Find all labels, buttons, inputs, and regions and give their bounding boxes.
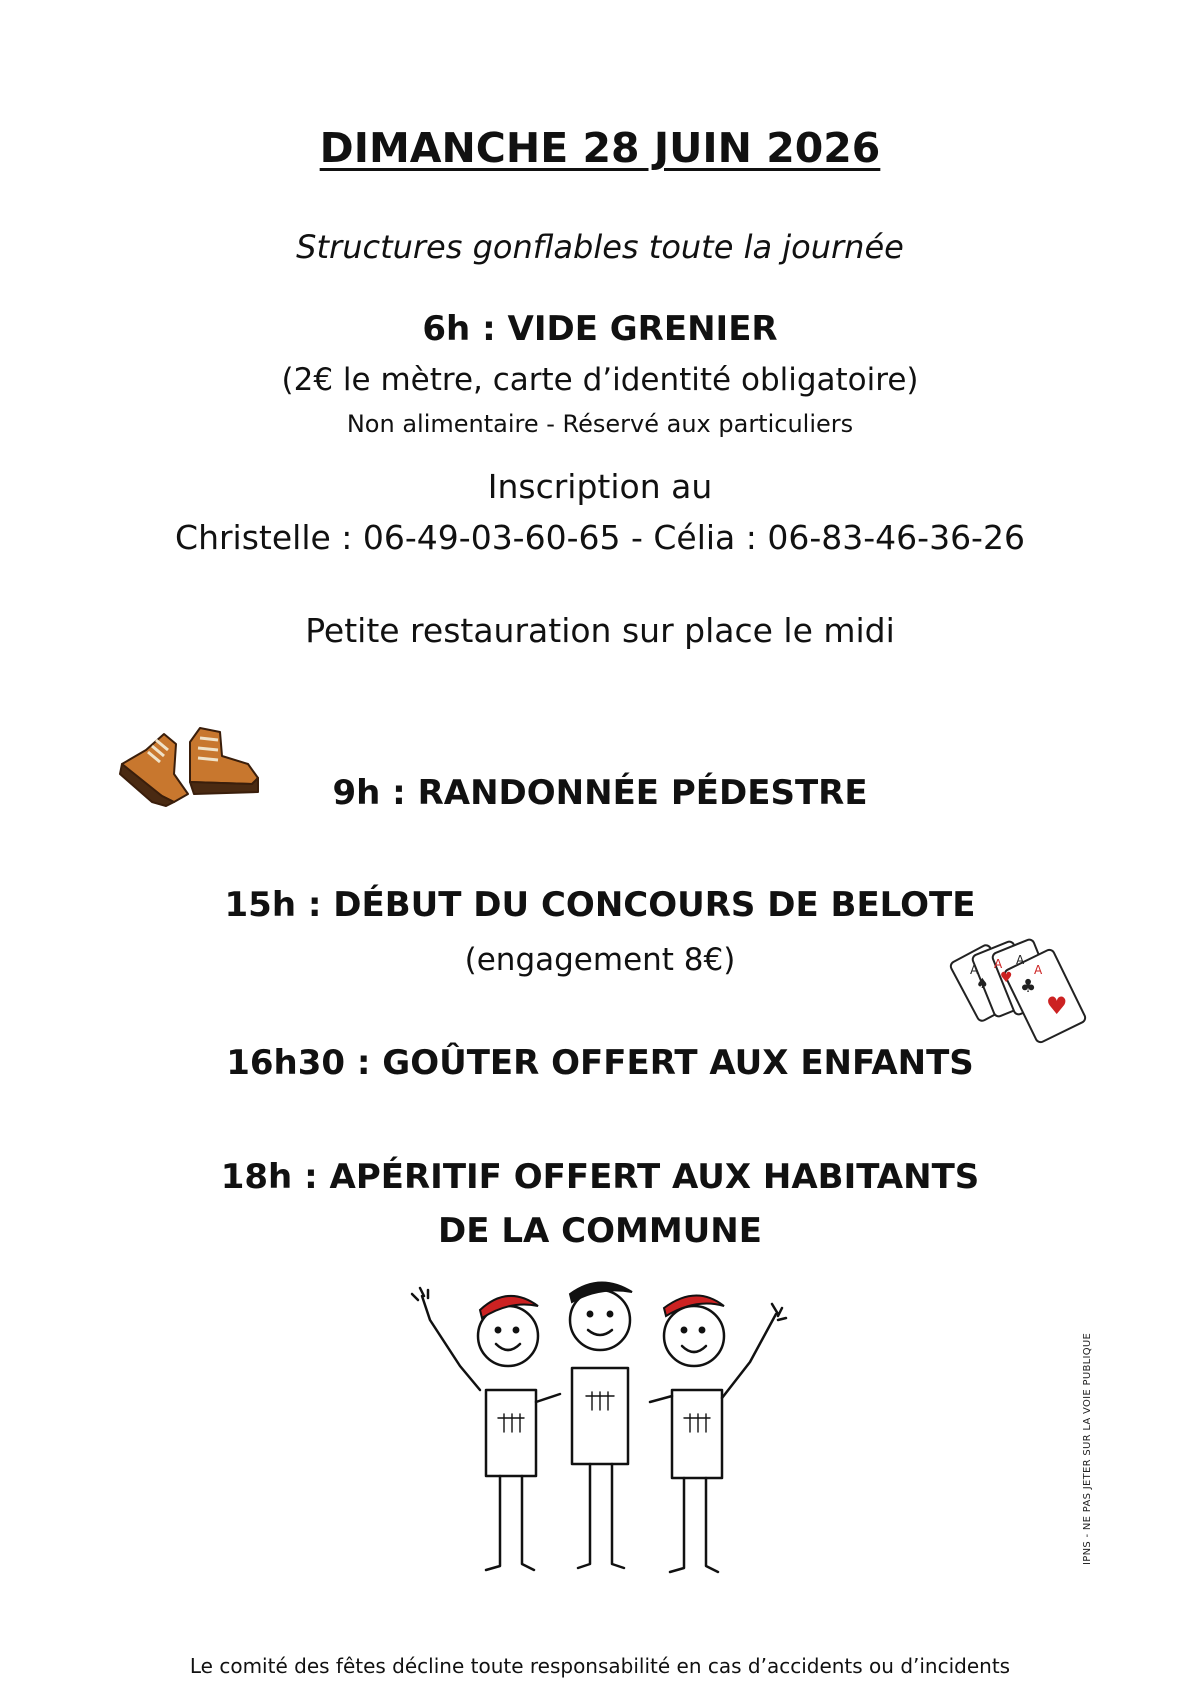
- svg-text:A: A: [1034, 963, 1043, 977]
- belote-note: (engagement 8€): [464, 942, 736, 978]
- ipns-vertical-note: IPNS - NE PAS JETER SUR LA VOIE PUBLIQUE: [1082, 1332, 1093, 1565]
- gouter-heading: 16h30 : GOÛTER OFFERT AUX ENFANTS: [226, 1043, 974, 1083]
- restauration-note: Petite restauration sur place le midi: [305, 611, 895, 650]
- svg-text:♣: ♣: [1020, 976, 1037, 997]
- registration-label: Inscription au: [487, 467, 713, 506]
- vide-grenier-restriction: Non alimentaire - Réservé aux particuliers: [346, 410, 854, 438]
- svg-text:♥: ♥: [1000, 970, 1013, 986]
- svg-text:A: A: [1016, 953, 1025, 967]
- page-title-text: DIMANCHE 28 JUIN 2026: [319, 124, 881, 172]
- belote-heading: 15h : DÉBUT DU CONCOURS DE BELOTE: [224, 885, 976, 925]
- middle-figure: [570, 1290, 630, 1568]
- svg-text:A: A: [994, 957, 1003, 971]
- disclaimer-footer: Le comité des fêtes décline toute responsabilité en cas d’accidents ou d’incidents: [189, 1654, 1011, 1678]
- subtitle: Structures gonflables toute la journée: [296, 228, 904, 266]
- registration-contacts: Christelle : 06-49-03-60-65 - Célia : 06-83-46-36-26: [175, 518, 1025, 557]
- page-title: [0, 124, 1200, 172]
- right-figure: [650, 1304, 786, 1572]
- svg-text:♠: ♠: [976, 976, 989, 992]
- svg-text:♥: ♥: [1046, 992, 1068, 1020]
- vide-grenier-price-note: (2€ le mètre, carte d’identité obligatoire): [281, 362, 919, 398]
- aperitif-heading-line2: DE LA COMMUNE: [438, 1211, 762, 1251]
- vide-grenier-heading: 6h : VIDE GRENIER: [422, 309, 778, 349]
- left-figure: [412, 1288, 560, 1570]
- aperitif-heading-line1: 18h : APÉRITIF OFFERT AUX HABITANTS: [220, 1157, 980, 1197]
- playing-cards-icon: [948, 930, 1088, 1060]
- randonnee-heading: 9h : RANDONNÉE PÉDESTRE: [332, 773, 868, 813]
- svg-text:A: A: [970, 963, 979, 977]
- three-friends-berets-illustration: [400, 1278, 810, 1588]
